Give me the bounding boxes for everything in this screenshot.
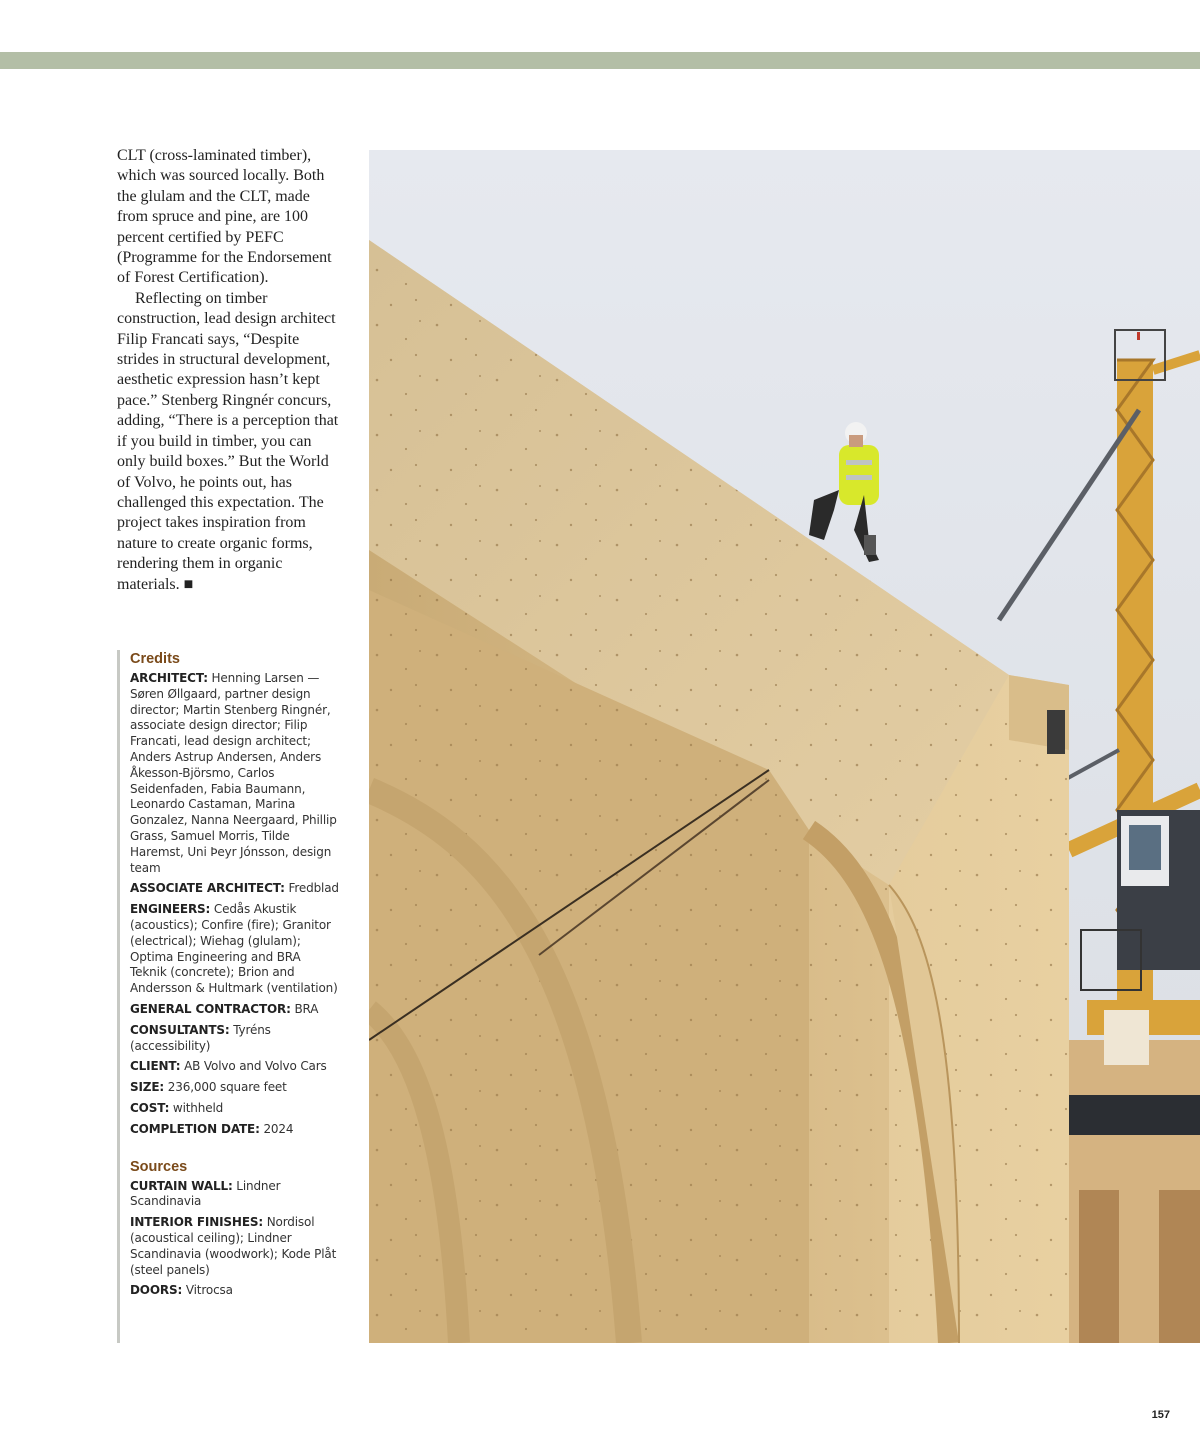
sources-entry-value: Nordisol (acoustical ceiling); Lindner Scandinavia (woodwork); Kode Plåt (steel panels) bbox=[130, 1215, 337, 1277]
credits-entry-value: AB Volvo and Volvo Cars bbox=[184, 1059, 327, 1074]
credits-entry bbox=[130, 1002, 339, 1018]
credits-list bbox=[130, 671, 339, 1138]
credits-entry-value: withheld bbox=[172, 1100, 224, 1115]
credits-entry-label: ARCHITECT: bbox=[130, 671, 208, 685]
sources-entry-value: Lindner Scandinavia bbox=[130, 1178, 281, 1209]
steel-bracket bbox=[1047, 710, 1065, 754]
sources-entry-label: INTERIOR FINISHES: bbox=[130, 1215, 264, 1230]
construction-photo bbox=[369, 150, 1200, 1343]
credits-entry-value: Tyréns (accessibility) bbox=[130, 1022, 271, 1053]
credits-entry-label: COST: bbox=[130, 1100, 170, 1115]
credits-entry-label: ENGINEERS: bbox=[130, 902, 211, 917]
credits-sidebar bbox=[117, 650, 339, 1343]
credits-entry bbox=[130, 1059, 339, 1075]
end-mark: ■ bbox=[183, 575, 194, 593]
credits-entry-value: Cedås Akustik (acoustics); Confire (fire); Granitor (electrical); Wiehag (glulam); Optima Engineering and BRA Teknik (concrete); Brion and Andersson & Hultmark (ventilation) bbox=[130, 902, 338, 996]
credits-entry-value: Henning Larsen — Søren Øllgaard, partner design director; Martin Stenberg Ringnér, associate design director; Filip Francati, lead design architect; Anders Astrup Andersen, Anders Åkesson-Björsmo, Carlos Seidenfaden, Fabia Baumann, Leonardo Castaman, Marina Gonzalez, Nanna Neergaard, Phillip Grass, Samuel Morris, Tilde Haremst, Uni Þeyr Jónsson, design team bbox=[130, 671, 337, 875]
credits-entry-label: CLIENT: bbox=[130, 1059, 181, 1074]
sources-entry-value: Vitrocsa bbox=[185, 1283, 233, 1298]
credits-heading: Credits bbox=[130, 651, 180, 667]
credits-entry bbox=[130, 1023, 339, 1055]
sources-entry-label: DOORS: bbox=[130, 1283, 183, 1298]
sources-entry bbox=[130, 1179, 339, 1211]
credits-entry bbox=[130, 1122, 339, 1138]
credits-entry bbox=[130, 881, 339, 897]
credits-entry bbox=[130, 1101, 339, 1117]
credits-entry-label: CONSULTANTS: bbox=[130, 1022, 230, 1037]
paragraph-2 bbox=[117, 289, 339, 595]
credits-entry-label: GENERAL CONTRACTOR: bbox=[130, 1001, 291, 1016]
credits-entry-value: 2024 bbox=[263, 1121, 294, 1136]
paragraph-2-text: Reflecting on timber construction, lead design architect Filip Francati says, “Despite strides in structural development, aesthetic expression hasn’t kept pace.” Stenberg Ringnér concurs, adding, “There is a perception that if you build in timber, you can only build boxes.” But the World of Volvo, he points out, has challenged this expectation. The project takes inspiration from nature to create organic forms, rendering them in organic materials. bbox=[117, 289, 339, 593]
sources-entry bbox=[130, 1283, 339, 1299]
top-color-band bbox=[0, 52, 1200, 69]
page-number: 157 bbox=[1151, 1409, 1170, 1421]
sources-list bbox=[130, 1179, 339, 1300]
sources-heading: Sources bbox=[130, 1158, 188, 1175]
credits-entry-value: Fredblad bbox=[288, 881, 339, 896]
credits-entry-label: COMPLETION DATE: bbox=[130, 1121, 260, 1136]
sources-entry-label: CURTAIN WALL: bbox=[130, 1178, 233, 1193]
credits-entry bbox=[130, 1080, 339, 1096]
credits-entry bbox=[130, 671, 339, 876]
credits-entry-value: BRA bbox=[294, 1001, 319, 1016]
credits-entry bbox=[130, 902, 339, 997]
credits-entry-label: ASSOCIATE ARCHITECT: bbox=[130, 881, 285, 896]
paragraph-1: CLT (cross-laminated timber), which was sourced locally. Both the glulam and the CLT, made from spruce and pine, are 100 percent certified by PEFC (Programme for the Endorsement of Forest Certification). bbox=[117, 147, 332, 287]
credits-entry-label: SIZE: bbox=[130, 1080, 165, 1095]
credits-entry-value: 236,000 square feet bbox=[167, 1080, 287, 1095]
sources-entry bbox=[130, 1215, 339, 1278]
article-body-text bbox=[117, 146, 339, 595]
